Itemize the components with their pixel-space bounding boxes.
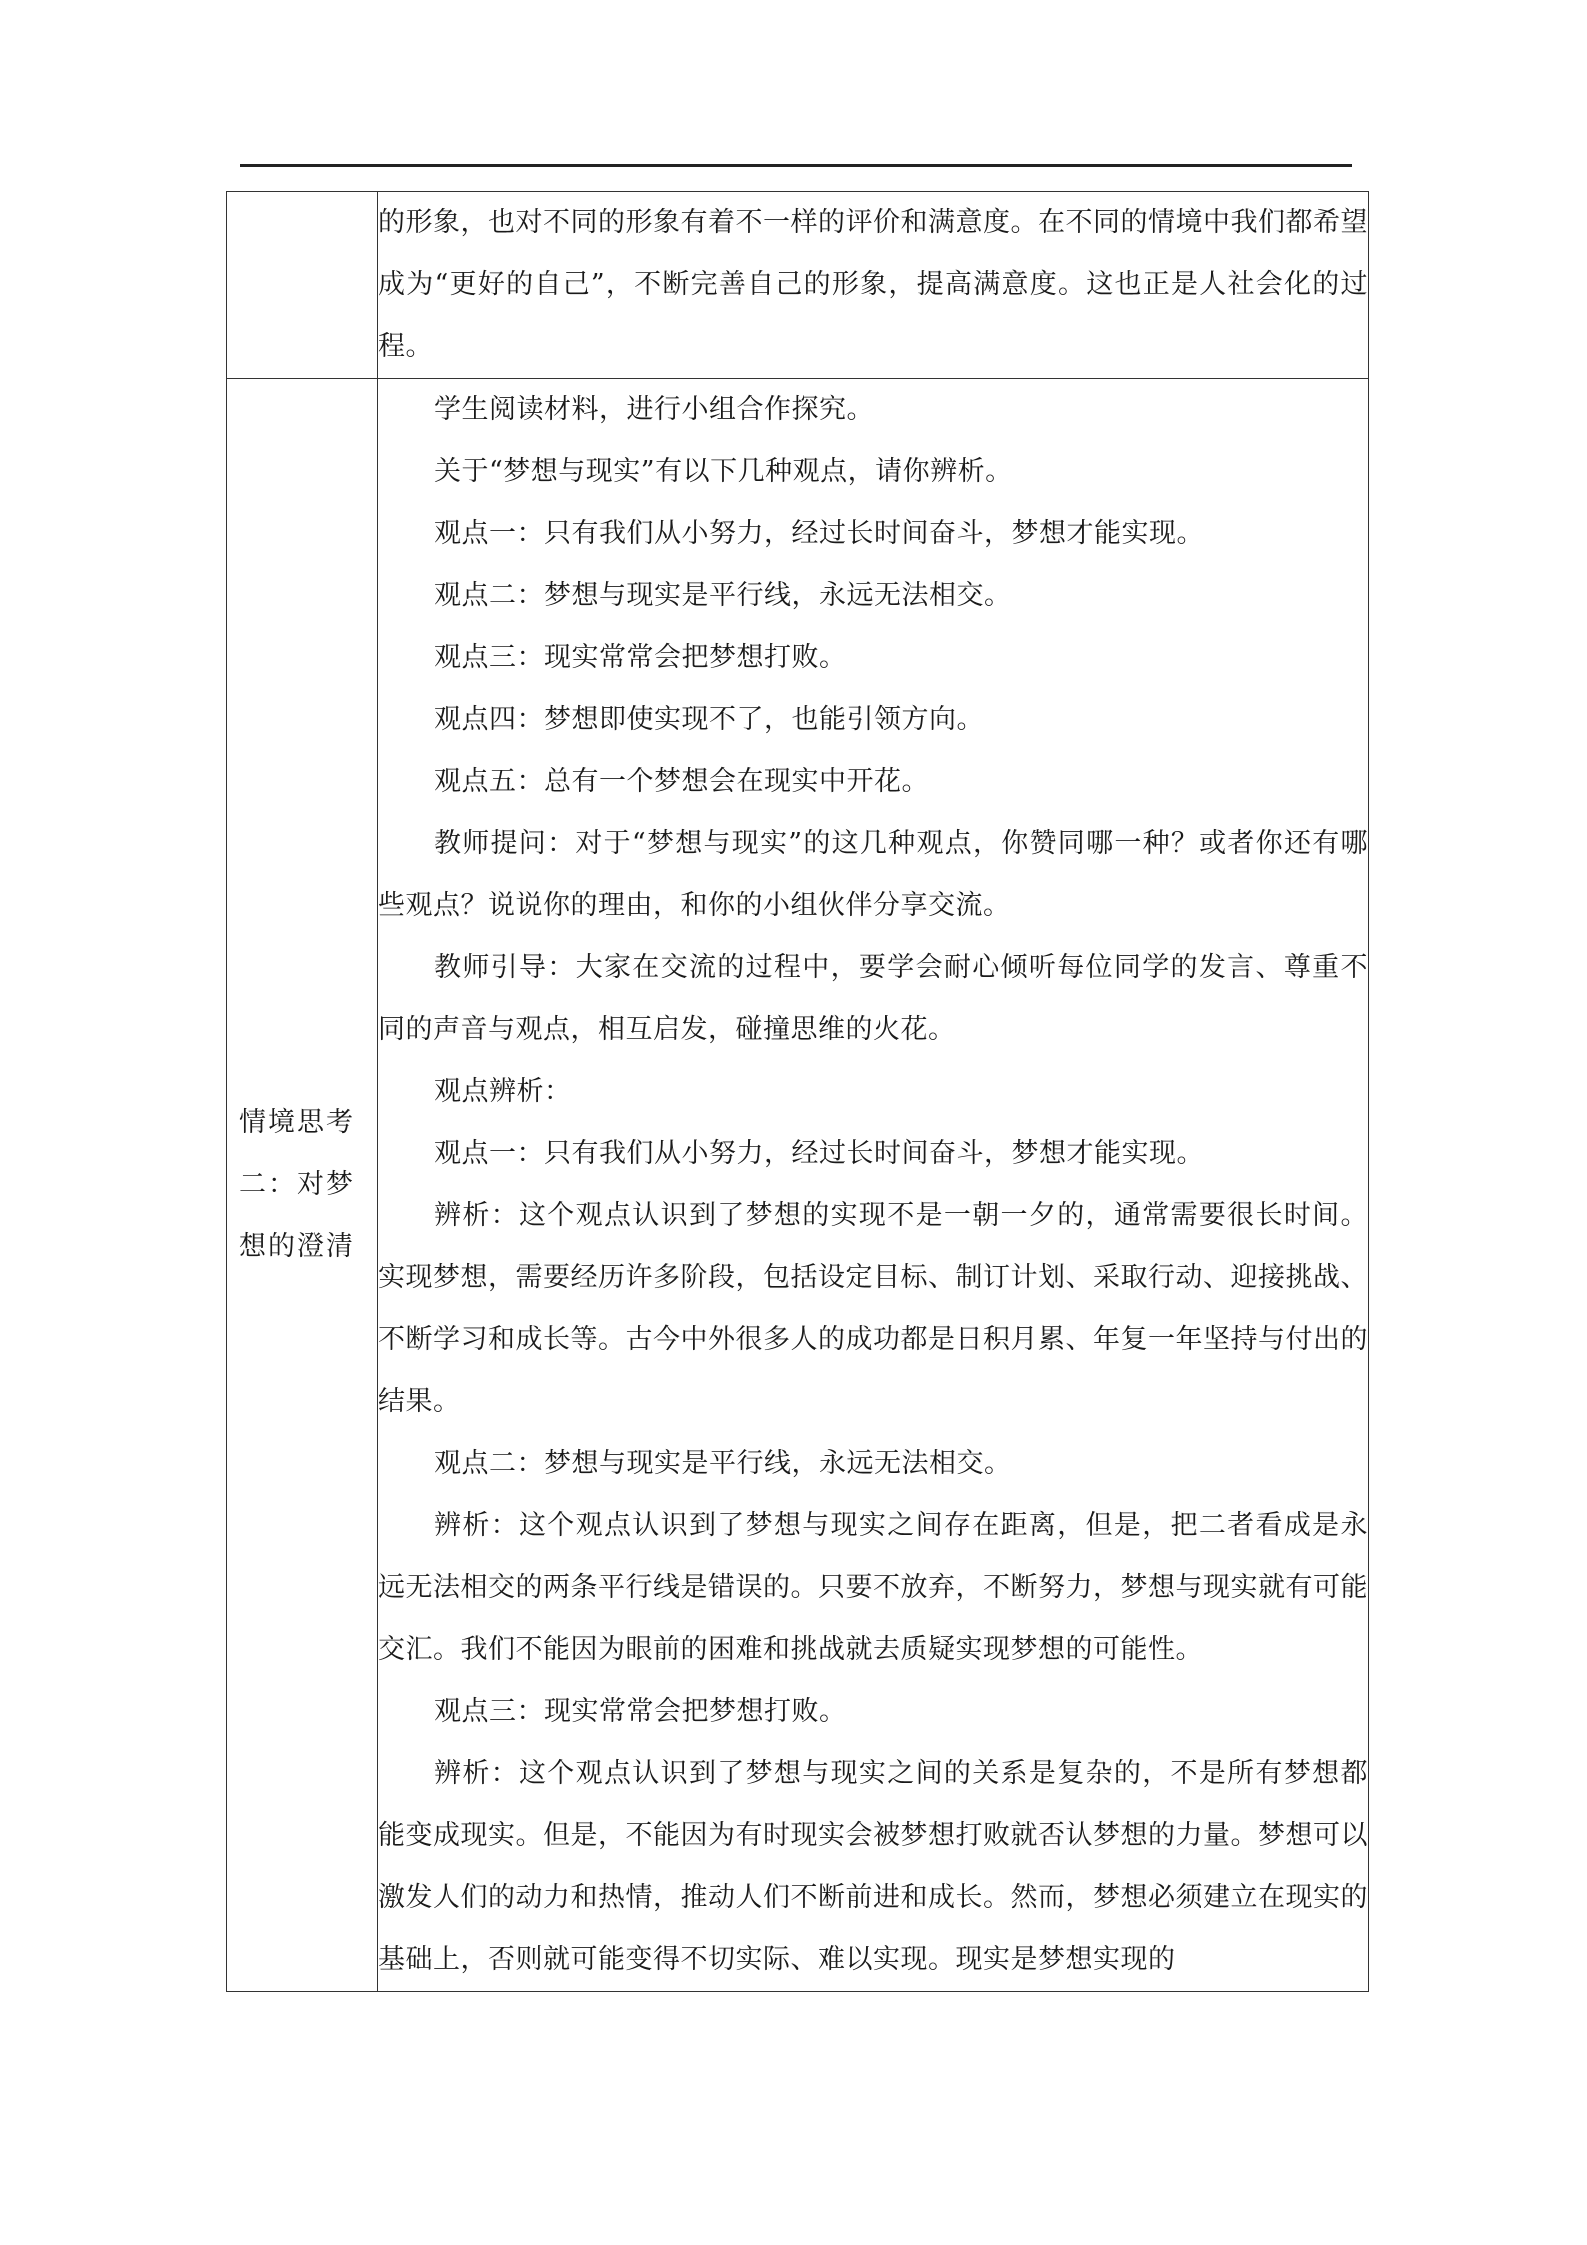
paragraph: 辨析：这个观点认识到了梦想与现实之间的关系是复杂的，不是所有梦想都能变成现实。但是，不能因为有时现实会被梦想打败就否认梦想的力量。梦想可以激发人们的动力和热情，推动人们不断前进和成长。然而，梦想必须建立在现实的基础上，否则就可能变得不切实际、难以实现。现实是梦想实现的	[378, 1758, 1368, 1975]
paragraph: 关于“梦想与现实”有以下几种观点，请你辨析。	[434, 456, 1013, 487]
row-content-cell	[378, 192, 1369, 379]
row-label-cell	[227, 379, 378, 1992]
row-content-cell	[378, 379, 1369, 1992]
paragraph: 观点三：现实常常会把梦想打败。	[434, 1696, 847, 1727]
paragraph: 的形象，也对不同的形象有着不一样的评价和满意度。在不同的情境中我们都希望成为“更好的自己”，不断完善自己的形象，提高满意度。这也正是人社会化的过程。	[378, 207, 1368, 362]
header-rule	[240, 164, 1352, 167]
paragraph: 辨析：这个观点认识到了梦想与现实之间存在距离，但是，把二者看成是永远无法相交的两条平行线是错误的。只要不放弃，不断努力，梦想与现实就有可能交汇。我们不能因为眼前的困难和挑战就去质疑实现梦想的可能性。	[378, 1510, 1368, 1665]
table-row	[227, 192, 1369, 379]
paragraph: 教师引导：大家在交流的过程中，要学会耐心倾听每位同学的发言、尊重不同的声音与观点，相互启发，碰撞思维的火花。	[378, 952, 1368, 1045]
paragraph: 教师提问：对于“梦想与现实”的这几种观点，你赞同哪一种？或者你还有哪些观点？说说你的理由，和你的小组伙伴分享交流。	[378, 828, 1368, 921]
row-label-cell	[227, 192, 378, 379]
paragraph: 观点二：梦想与现实是平行线，永远无法相交。	[434, 1448, 1012, 1479]
table-row	[227, 379, 1369, 1992]
paragraph: 观点二：梦想与现实是平行线，永远无法相交。	[434, 580, 1012, 611]
paragraph: 观点五：总有一个梦想会在现实中开花。	[434, 766, 929, 797]
paragraph: 观点三：现实常常会把梦想打败。	[434, 642, 847, 673]
lesson-plan-table	[226, 191, 1369, 1992]
row-label: 情境思考二：对梦想的澄清	[239, 1107, 355, 1262]
paragraph: 观点四：梦想即使实现不了，也能引领方向。	[434, 704, 984, 735]
paragraph: 学生阅读材料，进行小组合作探究。	[434, 394, 874, 425]
paragraph: 辨析：这个观点认识到了梦想的实现不是一朝一夕的，通常需要很长时间。实现梦想，需要经历许多阶段，包括设定目标、制订计划、采取行动、迎接挑战、不断学习和成长等。古今中外很多人的成功都是日积月累、年复一年坚持与付出的结果。	[378, 1200, 1368, 1417]
paragraph: 观点辨析：	[434, 1076, 572, 1107]
paragraph: 观点一：只有我们从小努力，经过长时间奋斗，梦想才能实现。	[434, 518, 1204, 549]
paragraph: 观点一：只有我们从小努力，经过长时间奋斗，梦想才能实现。	[434, 1138, 1204, 1169]
